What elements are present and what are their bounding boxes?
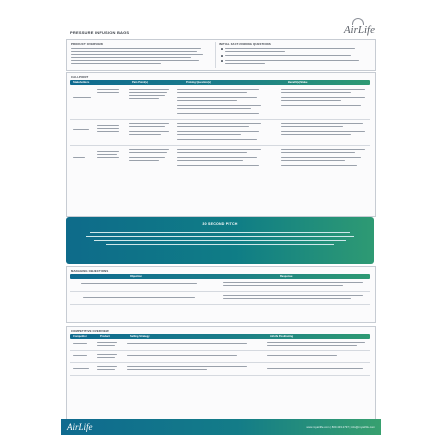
row-text-line [129, 89, 169, 90]
row-text-line [97, 154, 117, 155]
row-text-line [177, 126, 249, 127]
overview-box [66, 39, 376, 71]
row-text-line [281, 165, 357, 166]
col-selling-strategy: Selling Strategy [130, 335, 150, 338]
competitive-overview-heading: COMPETITIVE OVERVIEW [71, 329, 109, 333]
product-overview-heading: PRODUCT OVERVIEW [71, 42, 104, 46]
row-text-line [129, 98, 159, 99]
row-text-line [281, 97, 365, 98]
row-text-line [177, 131, 259, 132]
row-text-line [97, 357, 115, 358]
row-divider [70, 119, 370, 120]
row-text-line [97, 89, 119, 90]
row-text-line [281, 89, 365, 90]
pitch-text-line [90, 232, 350, 233]
row-text-line [129, 131, 169, 132]
row-text-line [129, 149, 169, 150]
row-text-line [177, 152, 247, 153]
col-airlife-positioning: AirLife Positioning [270, 335, 294, 338]
overview-text-line [71, 57, 191, 58]
row-text-line [267, 355, 337, 356]
row-text-line [281, 134, 351, 135]
row-text-line [177, 139, 257, 140]
row-text-line [97, 92, 119, 93]
second-pitch-banner [66, 217, 374, 264]
question-bullet [221, 60, 223, 62]
row-divider [70, 291, 370, 292]
row-text-line [281, 123, 363, 124]
row-divider [70, 362, 370, 363]
competitive-header-row [70, 334, 370, 339]
row-text-line [177, 113, 259, 114]
row-text-line [129, 126, 165, 127]
col-response: Response [280, 275, 293, 278]
row-text-line [177, 92, 247, 93]
overview-text-line [71, 63, 161, 64]
row-text-line [177, 97, 257, 98]
overview-text-line [71, 54, 203, 55]
row-text-line [281, 160, 345, 161]
row-divider [70, 145, 370, 146]
row-divider [70, 375, 370, 376]
response-text-line [223, 298, 351, 299]
overview-text-line [71, 60, 199, 61]
row-text-line [177, 89, 259, 90]
row-text-line [281, 126, 343, 127]
row-text-line [73, 355, 87, 356]
document-title: PRESSURE INFUSION BAGS [70, 30, 130, 35]
footer-contact[interactable]: www.myairlife.com | 800.433.2797 | info@myairlife.com [306, 425, 375, 429]
objection-text-line [81, 283, 197, 284]
col-benefits: Benefit(s)/Value [288, 81, 308, 84]
response-text-line [223, 285, 343, 286]
row-text-line [73, 129, 89, 130]
row-text-line [73, 97, 91, 98]
row-text-line [97, 128, 119, 129]
col-product: Product [100, 335, 110, 338]
row-divider [70, 350, 370, 351]
question-text-line [225, 51, 285, 52]
row-text-line [97, 369, 115, 370]
footer-bar [61, 419, 381, 435]
row-text-line [97, 125, 119, 126]
row-text-line [73, 368, 89, 369]
row-text-line [129, 152, 167, 153]
objections-header-row [70, 274, 370, 279]
one-sheet-page [61, 8, 381, 435]
row-text-line [281, 131, 365, 132]
response-text-line [223, 282, 363, 283]
col-stakeholders: Stakeholders [73, 81, 90, 84]
row-text-line [177, 134, 241, 135]
question-text-line [225, 55, 351, 56]
airlife-logo [335, 18, 375, 36]
row-text-line [129, 123, 169, 124]
row-text-line [97, 157, 119, 158]
row-text-line [177, 123, 261, 124]
row-text-line [127, 355, 237, 356]
row-text-line [267, 342, 365, 343]
row-text-line [129, 95, 165, 96]
row-text-line [267, 368, 363, 369]
initial-questions-heading: INITIAL FACT-FINDING QUESTIONS [219, 42, 271, 46]
row-text-line [97, 151, 119, 152]
col-probing-questions: Probing Question(s) [186, 81, 211, 84]
overview-text-line [71, 51, 197, 52]
row-text-line [281, 157, 361, 158]
row-text-line [97, 131, 119, 132]
row-text-line [177, 157, 257, 158]
row-text-line [281, 149, 365, 150]
second-pitch-heading: 30 SECOND PITCH [202, 222, 238, 226]
row-text-line [281, 152, 355, 153]
col-competitor: Competitor [73, 335, 87, 338]
row-text-line [127, 369, 207, 370]
row-text-line [281, 100, 341, 101]
objection-text-line [83, 297, 195, 298]
row-text-line [129, 92, 167, 93]
question-text-line [225, 48, 355, 49]
row-text-line [97, 354, 117, 355]
question-text-line [225, 60, 359, 61]
pitch-text-line [106, 244, 334, 245]
callpoint-header-row [70, 80, 370, 85]
row-text-line [129, 134, 161, 135]
row-text-line [281, 92, 351, 93]
row-text-line [73, 343, 87, 344]
row-text-line [177, 100, 237, 101]
row-text-line [177, 160, 243, 161]
row-text-line [127, 366, 247, 367]
row-text-line [97, 342, 117, 343]
overview-divider [215, 42, 216, 68]
row-text-line [127, 343, 247, 344]
row-text-line [177, 108, 251, 109]
col-pain-points: Pain Point(s) [132, 81, 148, 84]
footer-logo: AirLife [67, 422, 93, 432]
objections-box [66, 266, 376, 323]
row-text-line [177, 105, 261, 106]
row-text-line [177, 165, 259, 166]
callpoint-heading: CALLPOINT [71, 75, 89, 79]
logo-wordmark: AirLife [343, 24, 375, 36]
row-text-line [281, 105, 361, 106]
row-divider [70, 304, 370, 305]
row-text-line [129, 157, 165, 158]
managing-objections-heading: MANAGING OBJECTIONS [71, 269, 109, 273]
pitch-text-line [86, 236, 354, 237]
question-text-line [225, 63, 265, 64]
col-objection: Objection [130, 275, 142, 278]
response-text-line [223, 295, 363, 296]
competitive-box [66, 326, 376, 420]
row-text-line [97, 345, 115, 346]
callpoint-box [66, 72, 376, 217]
pitch-text-line [94, 240, 346, 241]
row-text-line [97, 366, 117, 367]
row-text-line [177, 149, 261, 150]
overview-text-line [71, 48, 201, 49]
row-text-line [267, 345, 357, 346]
row-text-line [73, 157, 85, 158]
question-bullet [221, 55, 223, 57]
row-text-line [129, 160, 159, 161]
question-bullet [221, 48, 223, 50]
